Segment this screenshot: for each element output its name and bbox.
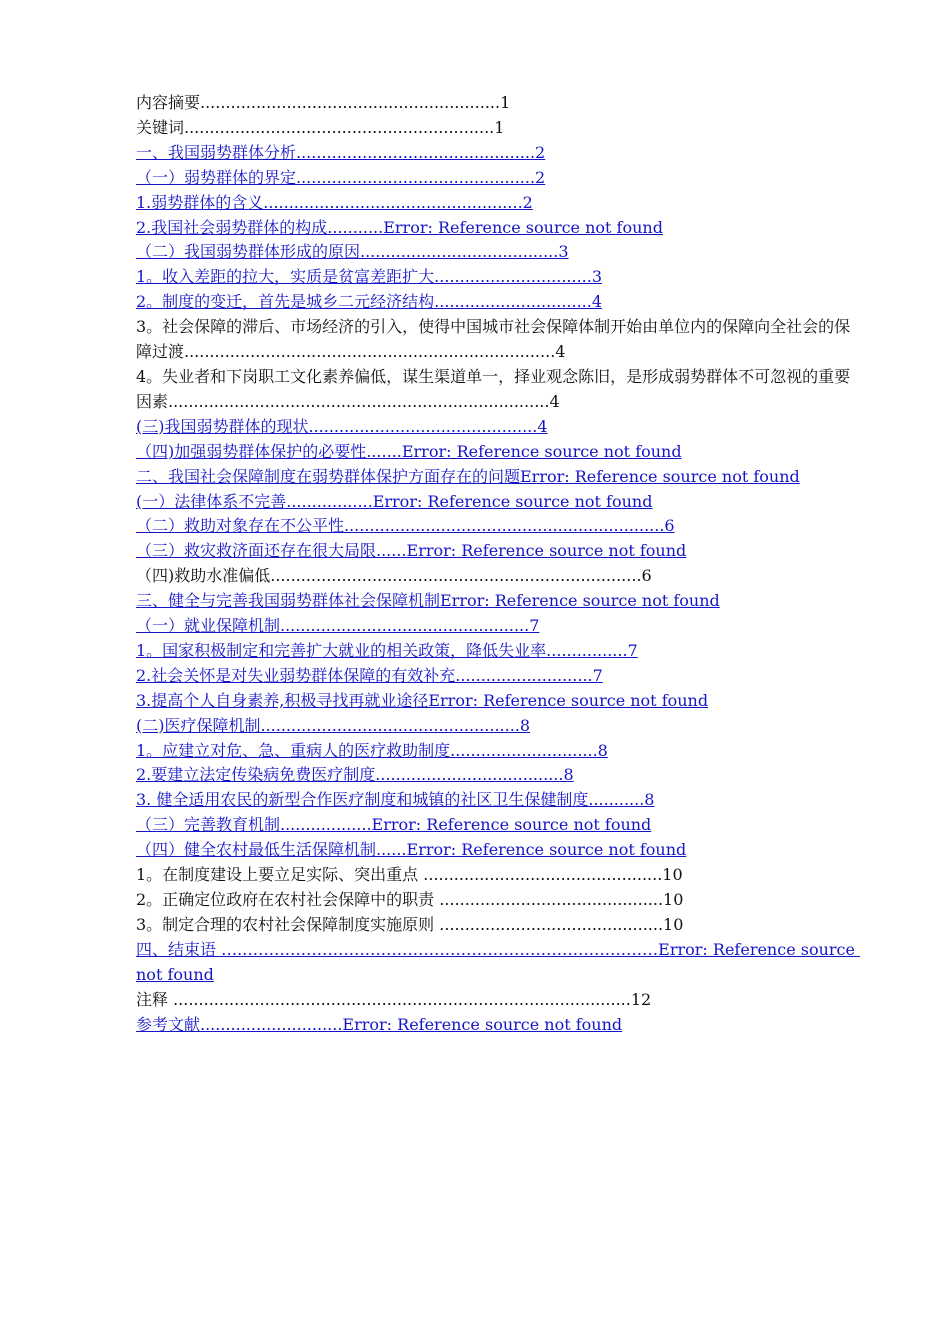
toc-link-3-2-3[interactable]: 3. 健全适用农民的新型合作医疗制度和城镇的社区卫生保健制度...........8 bbox=[136, 790, 655, 810]
toc-link-2-3[interactable]: （三）救灾救济面还存在很大局限......Error: Reference source not found bbox=[136, 541, 687, 561]
table-of-contents bbox=[136, 91, 861, 1037]
toc-link-section-2[interactable]: 二、我国社会保障制度在弱势群体保护方面存在的问题Error: Reference source not found bbox=[136, 466, 800, 486]
toc-entry-1-2-4: 4。失业者和下岗职工文化素养偏低，谋生渠道单一，择业观念陈旧，是形成弱势群体不可忽视的重要因素...........................................................................4 bbox=[136, 366, 851, 411]
toc-link-references[interactable]: 参考文献............................Error: Reference source not found bbox=[136, 1014, 623, 1034]
toc-link-1-3[interactable]: (三)我国弱势群体的现状.............................................4 bbox=[136, 416, 548, 436]
toc-entry-1-2-3: 3。社会保障的滞后、市场经济的引入，使得中国城市社会保障体制开始由单位内的保障向全社会的保障过渡.........................................................................4 bbox=[136, 317, 851, 362]
toc-entry-keywords: 关键词.............................................................1 bbox=[136, 117, 505, 137]
toc-link-3-2[interactable]: (二)医疗保障机制...................................................8 bbox=[136, 715, 531, 735]
toc-entry-abstract: 内容摘要...........................................................1 bbox=[136, 93, 511, 112]
toc-link-section-4[interactable]: 四、结束语 ….……………………………………………………………………Error: Reference source not found bbox=[136, 939, 861, 984]
toc-link-2-1[interactable]: (一）法律体系不完善.................Error: Reference source not found bbox=[136, 491, 653, 511]
toc-link-1-1-1[interactable]: 1.弱势群体的含义...................................................2 bbox=[136, 192, 533, 212]
toc-entry-notes: 注释 ..........................................................................................12 bbox=[136, 989, 652, 1009]
toc-link-1-2-1[interactable]: 1。收入差距的拉大，实质是贫富差距扩大...............................3 bbox=[136, 267, 603, 287]
toc-link-1-2-2[interactable]: 2。制度的变迁，首先是城乡二元经济结构...............................4 bbox=[136, 292, 603, 312]
toc-link-3-1-3[interactable]: 3.提高个人自身素养,积极寻找再就业途径Error: Reference source not found bbox=[136, 690, 709, 710]
toc-link-1-1-2[interactable]: 2.我国社会弱势群体的构成...........Error: Reference source not found bbox=[136, 217, 663, 237]
toc-entry-3-4-1: 1。在制度建设上要立足实际、突出重点 ...............................................10 bbox=[136, 865, 683, 885]
toc-entry-3-4-2: 2。正确定位政府在农村社会保障中的职责 ............................................10 bbox=[136, 890, 684, 909]
toc-link-3-2-1[interactable]: 1。应建立对危、急、重病人的医疗救助制度.............................8 bbox=[136, 740, 608, 760]
toc-link-section-3[interactable]: 三、健全与完善我国弱势群体社会保障机制Error: Reference source not found bbox=[136, 591, 720, 611]
toc-link-3-1-1[interactable]: 1。国家积极制定和完善扩大就业的相关政策，降低失业率................7 bbox=[136, 640, 638, 660]
toc-link-3-1[interactable]: （一）就业保障机制.................................................7 bbox=[136, 616, 540, 636]
toc-entry-3-4-3: 3。制定合理的农村社会保障制度实施原则 ............................................10 bbox=[136, 914, 684, 934]
toc-link-1-2[interactable]: （二）我国弱势群体形成的原因.......................................3 bbox=[136, 242, 569, 262]
toc-link-1-4[interactable]: （四)加强弱势群体保护的必要性.......Error: Reference source not found bbox=[136, 441, 682, 461]
toc-link-2-2[interactable]: （二）救助对象存在不公平性...............................................................6 bbox=[136, 516, 675, 536]
toc-link-section-1[interactable]: 一、我国弱势群体分析...............................................2 bbox=[136, 142, 546, 162]
toc-link-3-4[interactable]: （四）健全农村最低生活保障机制......Error: Reference source not found bbox=[136, 840, 687, 860]
toc-link-1-1[interactable]: （一）弱势群体的界定...............................................2 bbox=[136, 167, 546, 187]
toc-link-3-1-2[interactable]: 2.社会关怀是对失业弱势群体保障的有效补充...........................7 bbox=[136, 665, 603, 685]
toc-entry-2-4: （四)救助水准偏低.........................................................................6 bbox=[136, 566, 652, 586]
toc-link-3-2-2[interactable]: 2.要建立法定传染病免费医疗制度.....................................8 bbox=[136, 765, 574, 785]
toc-link-3-3[interactable]: （三）完善教育机制..................Error: Reference source not found bbox=[136, 815, 652, 835]
